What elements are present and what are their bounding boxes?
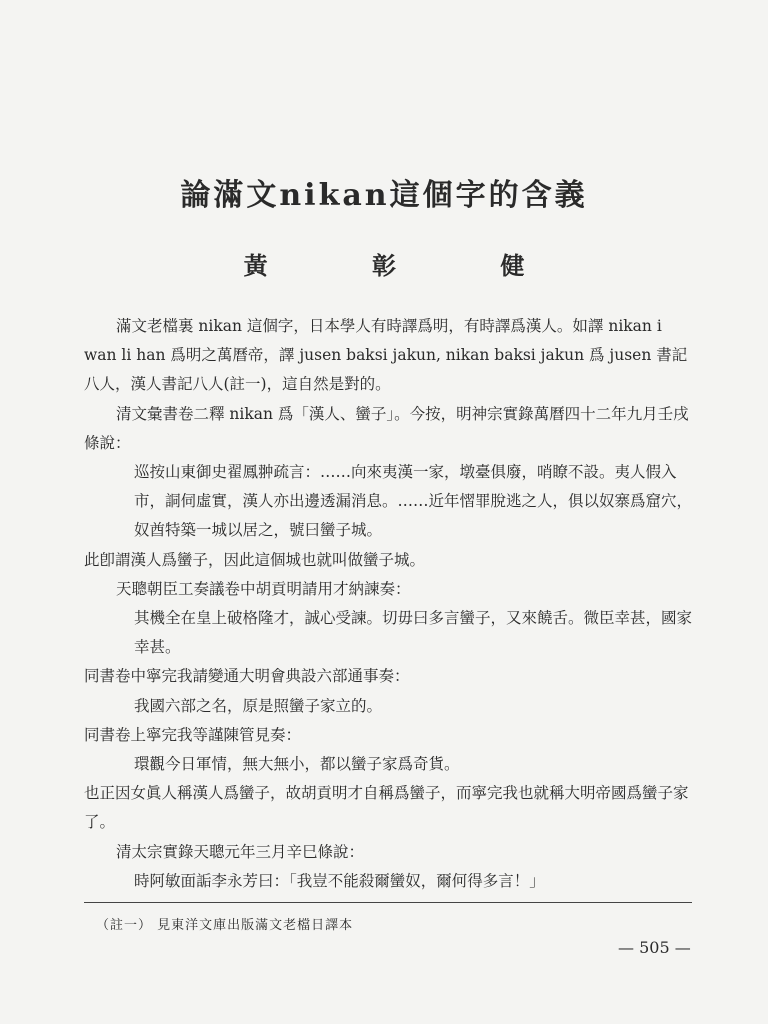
quote-2: 其機全在皇上破格隆才，誠心受諫。切毋曰多言蠻子，又來饒舌。微臣幸甚，國家幸甚。 [134, 609, 693, 657]
footnote-divider [84, 902, 692, 903]
article-title: 論滿文nikan這個字的含義 [180, 178, 588, 213]
quote-block-1 [84, 458, 694, 546]
quote-block-3 [84, 692, 694, 721]
quote-5: 時阿敏面詬李永芳曰：「我豈不能殺爾蠻奴，爾何得多言！」 [134, 871, 545, 890]
quote-1: 巡按山東御史翟鳳翀疏言：……向來夷漢一家，墩臺俱廢，哨瞭不設。夷人假入市，詷伺虛實，漢人亦出邊透漏消息。……近年慴罪脫逃之人，俱以奴寨爲窟穴，奴酋特築一城以居之，號曰蠻子城。 [134, 463, 693, 540]
quote-block-4 [84, 750, 694, 779]
source-heading-1: 天聰朝臣工奏議卷中胡貢明請用才納諫奏： [116, 579, 411, 598]
paragraph-4: 也正因女眞人稱漢人爲蠻子，故胡貢明才自稱爲蠻子，而寧完我也就稱大明帝國爲蠻子家了。 [84, 784, 689, 832]
author-name: 黃 彰 健 [243, 251, 573, 280]
article-body [84, 312, 694, 896]
quote-block-2 [84, 604, 694, 662]
quote-4: 環觀今日軍情，無大無小，都以蠻子家爲奇貨。 [134, 755, 460, 774]
source-heading-3: 同書卷上寧完我等謹陳管見奏： [84, 725, 302, 744]
paragraph-1: 滿文老檔裏 nikan 這個字，日本學人有時譯爲明，有時譯爲漢人。如譯 nikan i wan li han 爲明之萬曆帝，譯 jusen baksi jakun, nikan baksi jakun 爲 jusen 書記八人，漢人書記八人(註一)，這自然是對的。 [84, 317, 688, 394]
paragraph-3: 此卽謂漢人爲蠻子，因此這個城也就叫做蠻子城。 [84, 550, 426, 569]
source-heading-4: 清太宗實錄天聰元年三月辛巳條說： [116, 842, 365, 861]
paragraph-2: 清文彙書卷二釋 nikan 爲「漢人、蠻子」。今按，明神宗實錄萬曆四十二年九月壬戌條說： [84, 404, 689, 452]
quote-3: 我國六部之名，原是照蠻子家立的。 [134, 696, 383, 715]
quote-block-5 [84, 867, 694, 896]
page-number: — 505 — [618, 938, 691, 957]
footnote-1: （註一） 見東洋文庫出版滿文老檔日譯本 [96, 918, 354, 933]
source-heading-2: 同書卷中寧完我請變通大明會典設六部通事奏： [84, 667, 410, 686]
